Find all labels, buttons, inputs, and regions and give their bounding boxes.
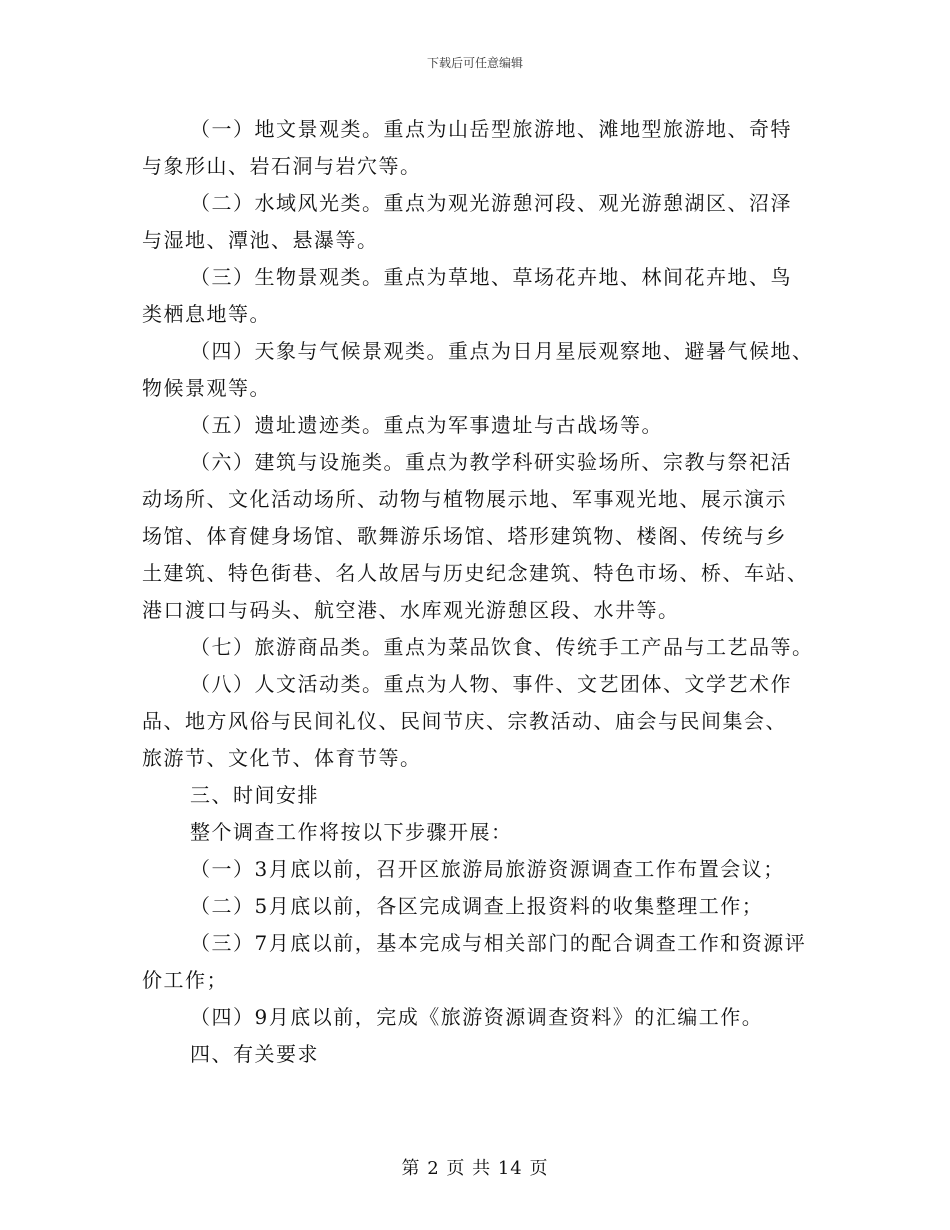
text-line: 物候景观等。 [142, 376, 271, 400]
text-line: 整个调查工作将按以下步骤开展： [190, 820, 513, 844]
text-line: （四）天象与气候景观类。重点为日月星辰观察地、避暑气候地、 [190, 339, 814, 363]
page-footer: 第 2 页 共 14 页 [401, 1158, 549, 1179]
document-body [142, 111, 814, 1073]
text-line: （七）旅游商品类。重点为菜品饮食、传统手工产品与工艺品等。 [190, 635, 814, 659]
text-line: （三）7月底以前，基本完成与相关部门的配合调查工作和资源评 [190, 931, 807, 955]
text-line: 动场所、文化活动场所、动物与植物展示地、军事观光地、展示演示 [142, 487, 787, 511]
text-line: （二）5月底以前，各区完成调查上报资料的收集整理工作； [190, 894, 764, 918]
text-line: 三、时间安排 [190, 783, 319, 807]
text-line: 场馆、体育健身场馆、歌舞游乐场馆、塔形建筑物、楼阁、传统与乡 [142, 524, 787, 548]
text-line: （三）生物景观类。重点为草地、草场花卉地、林间花卉地、鸟 [190, 265, 792, 289]
text-line: （二）水域风光类。重点为观光游憩河段、观光游憩湖区、沼泽 [190, 191, 792, 215]
text-line: （八）人文活动类。重点为人物、事件、文艺团体、文学艺术作 [190, 672, 792, 696]
text-line: 旅游节、文化节、体育节等。 [142, 746, 422, 770]
text-line: （一）3月底以前，召开区旅游局旅游资源调查工作布置会议； [190, 857, 785, 881]
text-line: 与湿地、潭池、悬瀑等。 [142, 228, 379, 252]
text-line: 与象形山、岩石洞与岩穴等。 [142, 154, 422, 178]
text-line: 土建筑、特色街巷、名人故居与历史纪念建筑、特色市场、桥、车站、 [142, 561, 809, 585]
text-line: 类栖息地等。 [142, 302, 271, 326]
text-line: （一）地文景观类。重点为山岳型旅游地、滩地型旅游地、奇特 [190, 117, 792, 141]
text-line: 港口渡口与码头、航空港、水库观光游憩区段、水井等。 [142, 598, 680, 622]
text-line: （四）9月底以前，完成《旅游资源调查资料》的汇编工作。 [190, 1005, 764, 1029]
text-line: 四、有关要求 [190, 1042, 319, 1066]
text-line: （五）遗址遗迹类。重点为军事遗址与古战场等。 [190, 413, 663, 437]
page-header: 下载后可任意编辑 [426, 56, 523, 70]
text-line: （六）建筑与设施类。重点为教学科研实验场所、宗教与祭祀活 [190, 450, 792, 474]
text-line: 价工作； [142, 968, 228, 992]
text-line: 品、地方风俗与民间礼仪、民间节庆、宗教活动、庙会与民间集会、 [142, 709, 787, 733]
